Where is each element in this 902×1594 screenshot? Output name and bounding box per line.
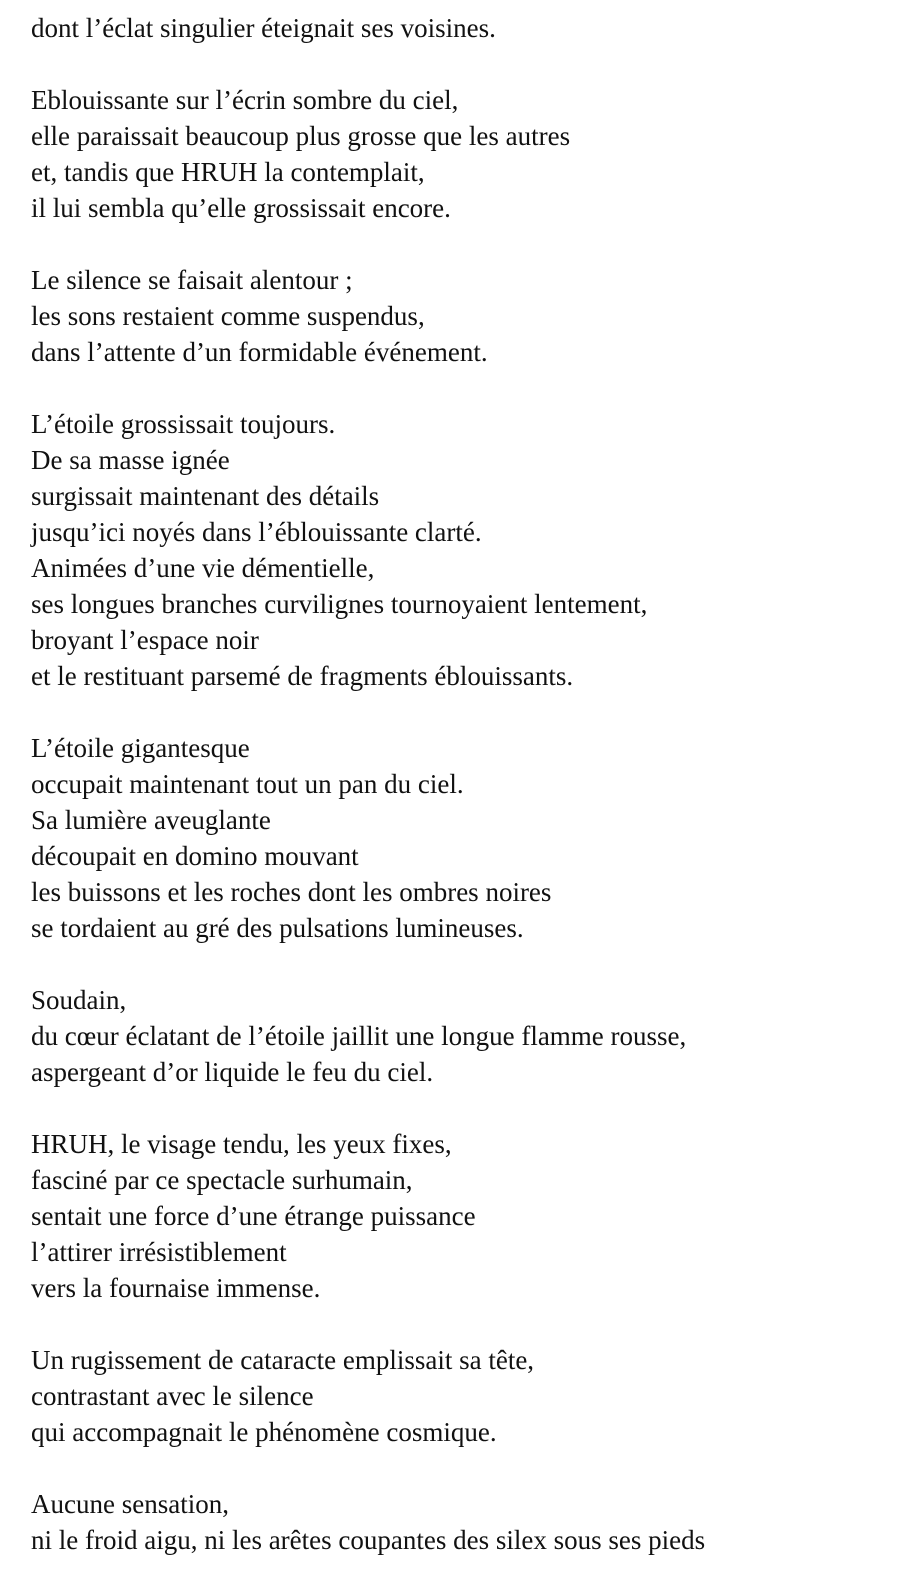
poem-line: contrastant avec le silence: [31, 1381, 314, 1411]
poem-line: Soudain,: [31, 985, 127, 1015]
poem-line: L’étoile grossissait toujours.: [31, 409, 336, 439]
poem-line: les buissons et les roches dont les ombres noires: [31, 877, 552, 907]
poem-line: aspergeant d’or liquide le feu du ciel.: [31, 1057, 434, 1087]
poem-line: occupait maintenant tout un pan du ciel.: [31, 769, 464, 799]
poem-line: vers la fournaise immense.: [31, 1273, 321, 1303]
poem-line: dans l’attente d’un formidable événement.: [31, 337, 488, 367]
stanza: [31, 1342, 902, 1450]
stanza: [31, 262, 902, 370]
poem-line: fasciné par ce spectacle surhumain,: [31, 1165, 413, 1195]
stanza: [31, 406, 902, 694]
poem-line: sentait une force d’une étrange puissance: [31, 1201, 476, 1231]
stanza: [31, 1126, 902, 1306]
poem-page: [31, 10, 902, 1594]
stanza: [31, 730, 902, 946]
stanza: [31, 1486, 902, 1558]
poem-line: Animées d’une vie démentielle,: [31, 553, 375, 583]
poem-line: dont l’éclat singulier éteignait ses voisines.: [31, 13, 496, 43]
poem-line: l’attirer irrésistiblement: [31, 1237, 287, 1267]
poem-line: broyant l’espace noir: [31, 625, 259, 655]
poem-line: Le silence se faisait alentour ;: [31, 265, 353, 295]
poem-line: les sons restaient comme suspendus,: [31, 301, 425, 331]
stanza: [31, 10, 902, 46]
poem-line: HRUH, le visage tendu, les yeux fixes,: [31, 1129, 452, 1159]
poem-line: découpait en domino mouvant: [31, 841, 359, 871]
poem-line: se tordaient au gré des pulsations lumineuses.: [31, 913, 524, 943]
poem-line: du cœur éclatant de l’étoile jaillit une longue flamme rousse,: [31, 1021, 687, 1051]
poem-line: Eblouissante sur l’écrin sombre du ciel,: [31, 85, 459, 115]
poem-line: ni le froid aigu, ni les arêtes coupantes des silex sous ses pieds: [31, 1525, 706, 1555]
poem-line: L’étoile gigantesque: [31, 733, 250, 763]
poem-line: ses longues branches curvilignes tournoyaient lentement,: [31, 589, 648, 619]
poem-line: il lui sembla qu’elle grossissait encore.: [31, 193, 451, 223]
poem-line: Aucune sensation,: [31, 1489, 229, 1519]
poem-line: Sa lumière aveuglante: [31, 805, 271, 835]
poem-line: et, tandis que HRUH la contemplait,: [31, 157, 425, 187]
poem-line: De sa masse ignée: [31, 445, 230, 475]
poem-line: qui accompagnait le phénomène cosmique.: [31, 1417, 497, 1447]
poem-line: et le restituant parsemé de fragments éblouissants.: [31, 661, 574, 691]
poem-line: jusqu’ici noyés dans l’éblouissante clarté.: [31, 517, 482, 547]
poem-line: Un rugissement de cataracte emplissait sa tête,: [31, 1345, 535, 1375]
stanza: [31, 82, 902, 226]
stanza: [31, 982, 902, 1090]
poem-line: elle paraissait beaucoup plus grosse que les autres: [31, 121, 571, 151]
poem-line: surgissait maintenant des détails: [31, 481, 380, 511]
